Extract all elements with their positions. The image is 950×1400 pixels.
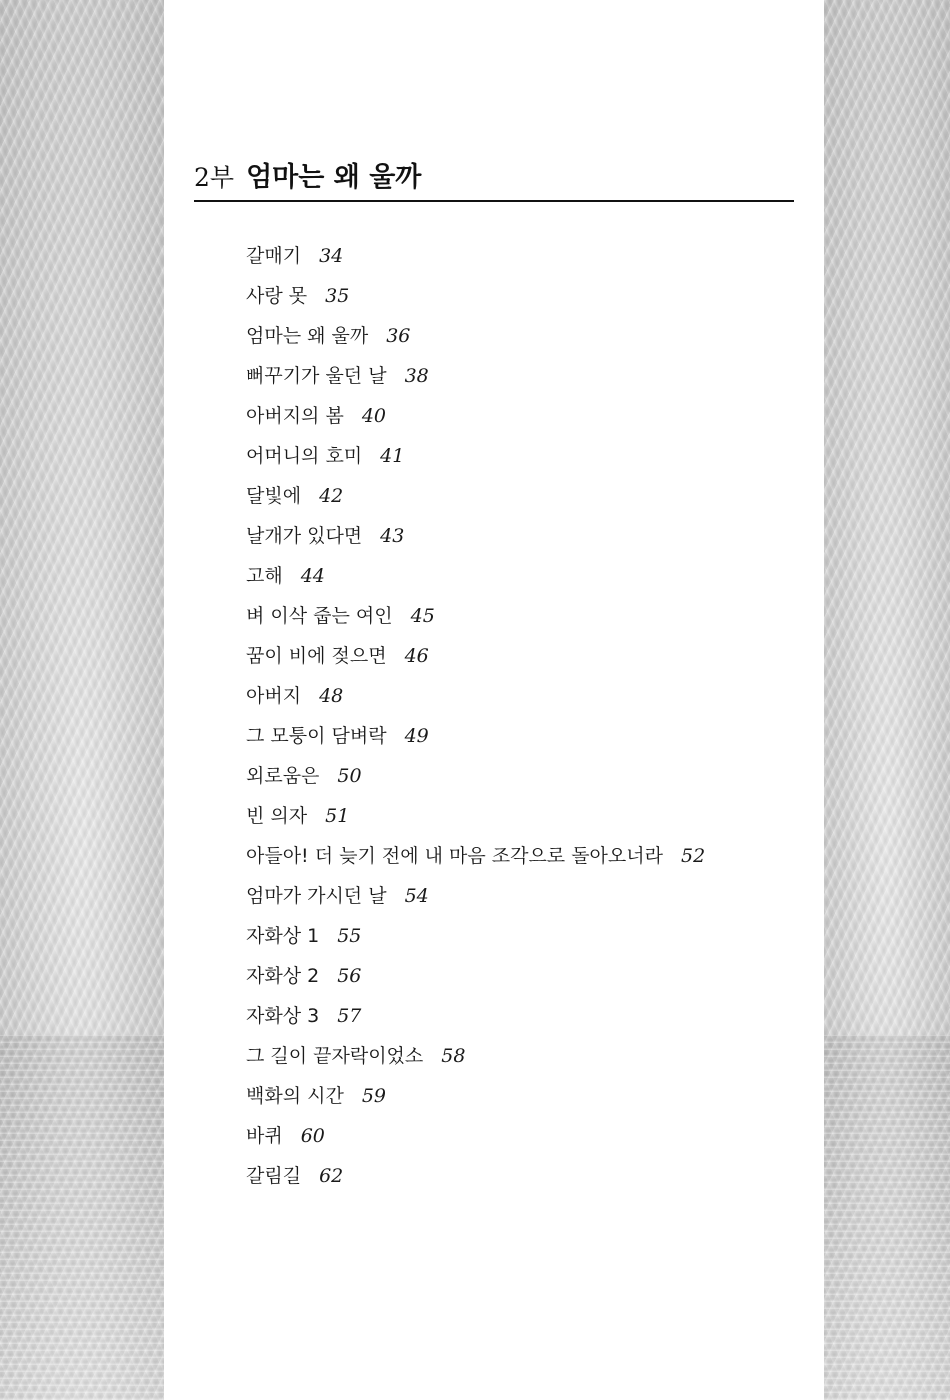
left-background-panel (0, 0, 164, 1400)
table-of-contents (246, 235, 705, 1195)
toc-entry-page-number: 54 (404, 885, 429, 907)
toc-entry-page-number: 46 (404, 645, 429, 667)
toc-entry-title: 엄마가 가시던 날 (246, 885, 387, 907)
toc-entry-page-number: 42 (319, 485, 344, 507)
toc-entry (246, 675, 705, 715)
toc-entry-title: 날개가 있다면 (246, 525, 363, 547)
toc-entry (246, 955, 705, 995)
toc-entry-page-number: 58 (441, 1045, 466, 1067)
right-background-panel (824, 0, 950, 1400)
toc-entry-title: 자화상 1 (246, 925, 320, 947)
toc-entry (246, 875, 705, 915)
toc-entry-title: 외로움은 (246, 765, 320, 787)
toc-entry (246, 555, 705, 595)
toc-entry-page-number: 55 (337, 925, 362, 947)
toc-entry-title: 꿈이 비에 젖으면 (246, 645, 387, 667)
toc-entry (246, 1115, 705, 1155)
toc-entry-title: 그 길이 끝자락이었소 (246, 1045, 424, 1067)
toc-entry (246, 475, 705, 515)
toc-entry-page-number: 38 (404, 365, 429, 387)
toc-entry-page-number: 50 (337, 765, 362, 787)
toc-entry (246, 995, 705, 1035)
toc-entry-title: 자화상 3 (246, 1005, 320, 1027)
toc-entry (246, 715, 705, 755)
toc-entry-title: 뻐꾸기가 울던 날 (246, 365, 387, 387)
toc-entry (246, 755, 705, 795)
toc-entry-title: 아버지 (246, 685, 302, 707)
toc-entry-page-number: 59 (361, 1085, 386, 1107)
toc-entry (246, 915, 705, 955)
book-page (164, 0, 824, 1400)
left-floor-texture (0, 1035, 164, 1400)
toc-entry-page-number: 41 (380, 445, 405, 467)
toc-entry-title: 그 모퉁이 담벼락 (246, 725, 387, 747)
toc-entry-page-number: 56 (337, 965, 362, 987)
toc-entry-title: 달빛에 (246, 485, 302, 507)
toc-entry-page-number: 52 (680, 845, 706, 867)
toc-entry-page-number: 40 (361, 405, 386, 427)
toc-entry-title: 빈 의자 (246, 805, 308, 827)
toc-entry-title: 백화의 시간 (246, 1085, 344, 1107)
toc-entry-page-number: 34 (319, 245, 344, 267)
toc-entry-title: 아버지의 봄 (246, 405, 344, 427)
toc-entry (246, 395, 705, 435)
right-floor-texture (824, 1035, 950, 1400)
part-title: 엄마는 왜 울까 (246, 162, 422, 193)
toc-entry (246, 635, 705, 675)
toc-entry (246, 275, 705, 315)
toc-entry-page-number: 36 (386, 325, 411, 347)
toc-entry-title: 벼 이삭 줍는 여인 (246, 605, 393, 627)
toc-entry (246, 1075, 705, 1115)
toc-entry (246, 795, 705, 835)
toc-entry-page-number: 51 (325, 805, 350, 827)
toc-entry-title: 고해 (246, 565, 283, 587)
toc-entry-title: 어머니의 호미 (246, 445, 363, 467)
toc-entry (246, 355, 705, 395)
toc-entry-page-number: 49 (404, 725, 429, 747)
toc-entry-page-number: 43 (380, 525, 405, 547)
toc-entry (246, 235, 705, 275)
toc-entry-page-number: 44 (300, 565, 325, 587)
toc-entry-title: 엄마는 왜 울까 (246, 325, 369, 347)
toc-entry-page-number: 35 (325, 285, 350, 307)
toc-entry-title: 아들아! 더 늦기 전에 내 마음 조각으로 돌아오너라 (246, 845, 663, 867)
toc-entry (246, 835, 705, 875)
toc-entry-page-number: 62 (319, 1165, 344, 1187)
toc-entry-title: 사랑 못 (246, 285, 308, 307)
toc-entry-title: 자화상 2 (246, 965, 320, 987)
toc-entry-page-number: 60 (300, 1125, 325, 1147)
toc-entry (246, 435, 705, 475)
toc-entry-title: 갈림길 (246, 1165, 302, 1187)
toc-entry-title: 바퀴 (246, 1125, 283, 1147)
toc-entry-page-number: 45 (410, 605, 435, 627)
toc-entry (246, 595, 705, 635)
part-number: 2부 (194, 163, 235, 192)
part-header (194, 158, 794, 202)
toc-entry (246, 515, 705, 555)
toc-entry (246, 1035, 705, 1075)
toc-entry (246, 1155, 705, 1195)
toc-entry (246, 315, 705, 355)
toc-entry-page-number: 48 (319, 685, 344, 707)
toc-entry-page-number: 57 (337, 1005, 362, 1027)
toc-entry-title: 갈매기 (246, 245, 302, 267)
